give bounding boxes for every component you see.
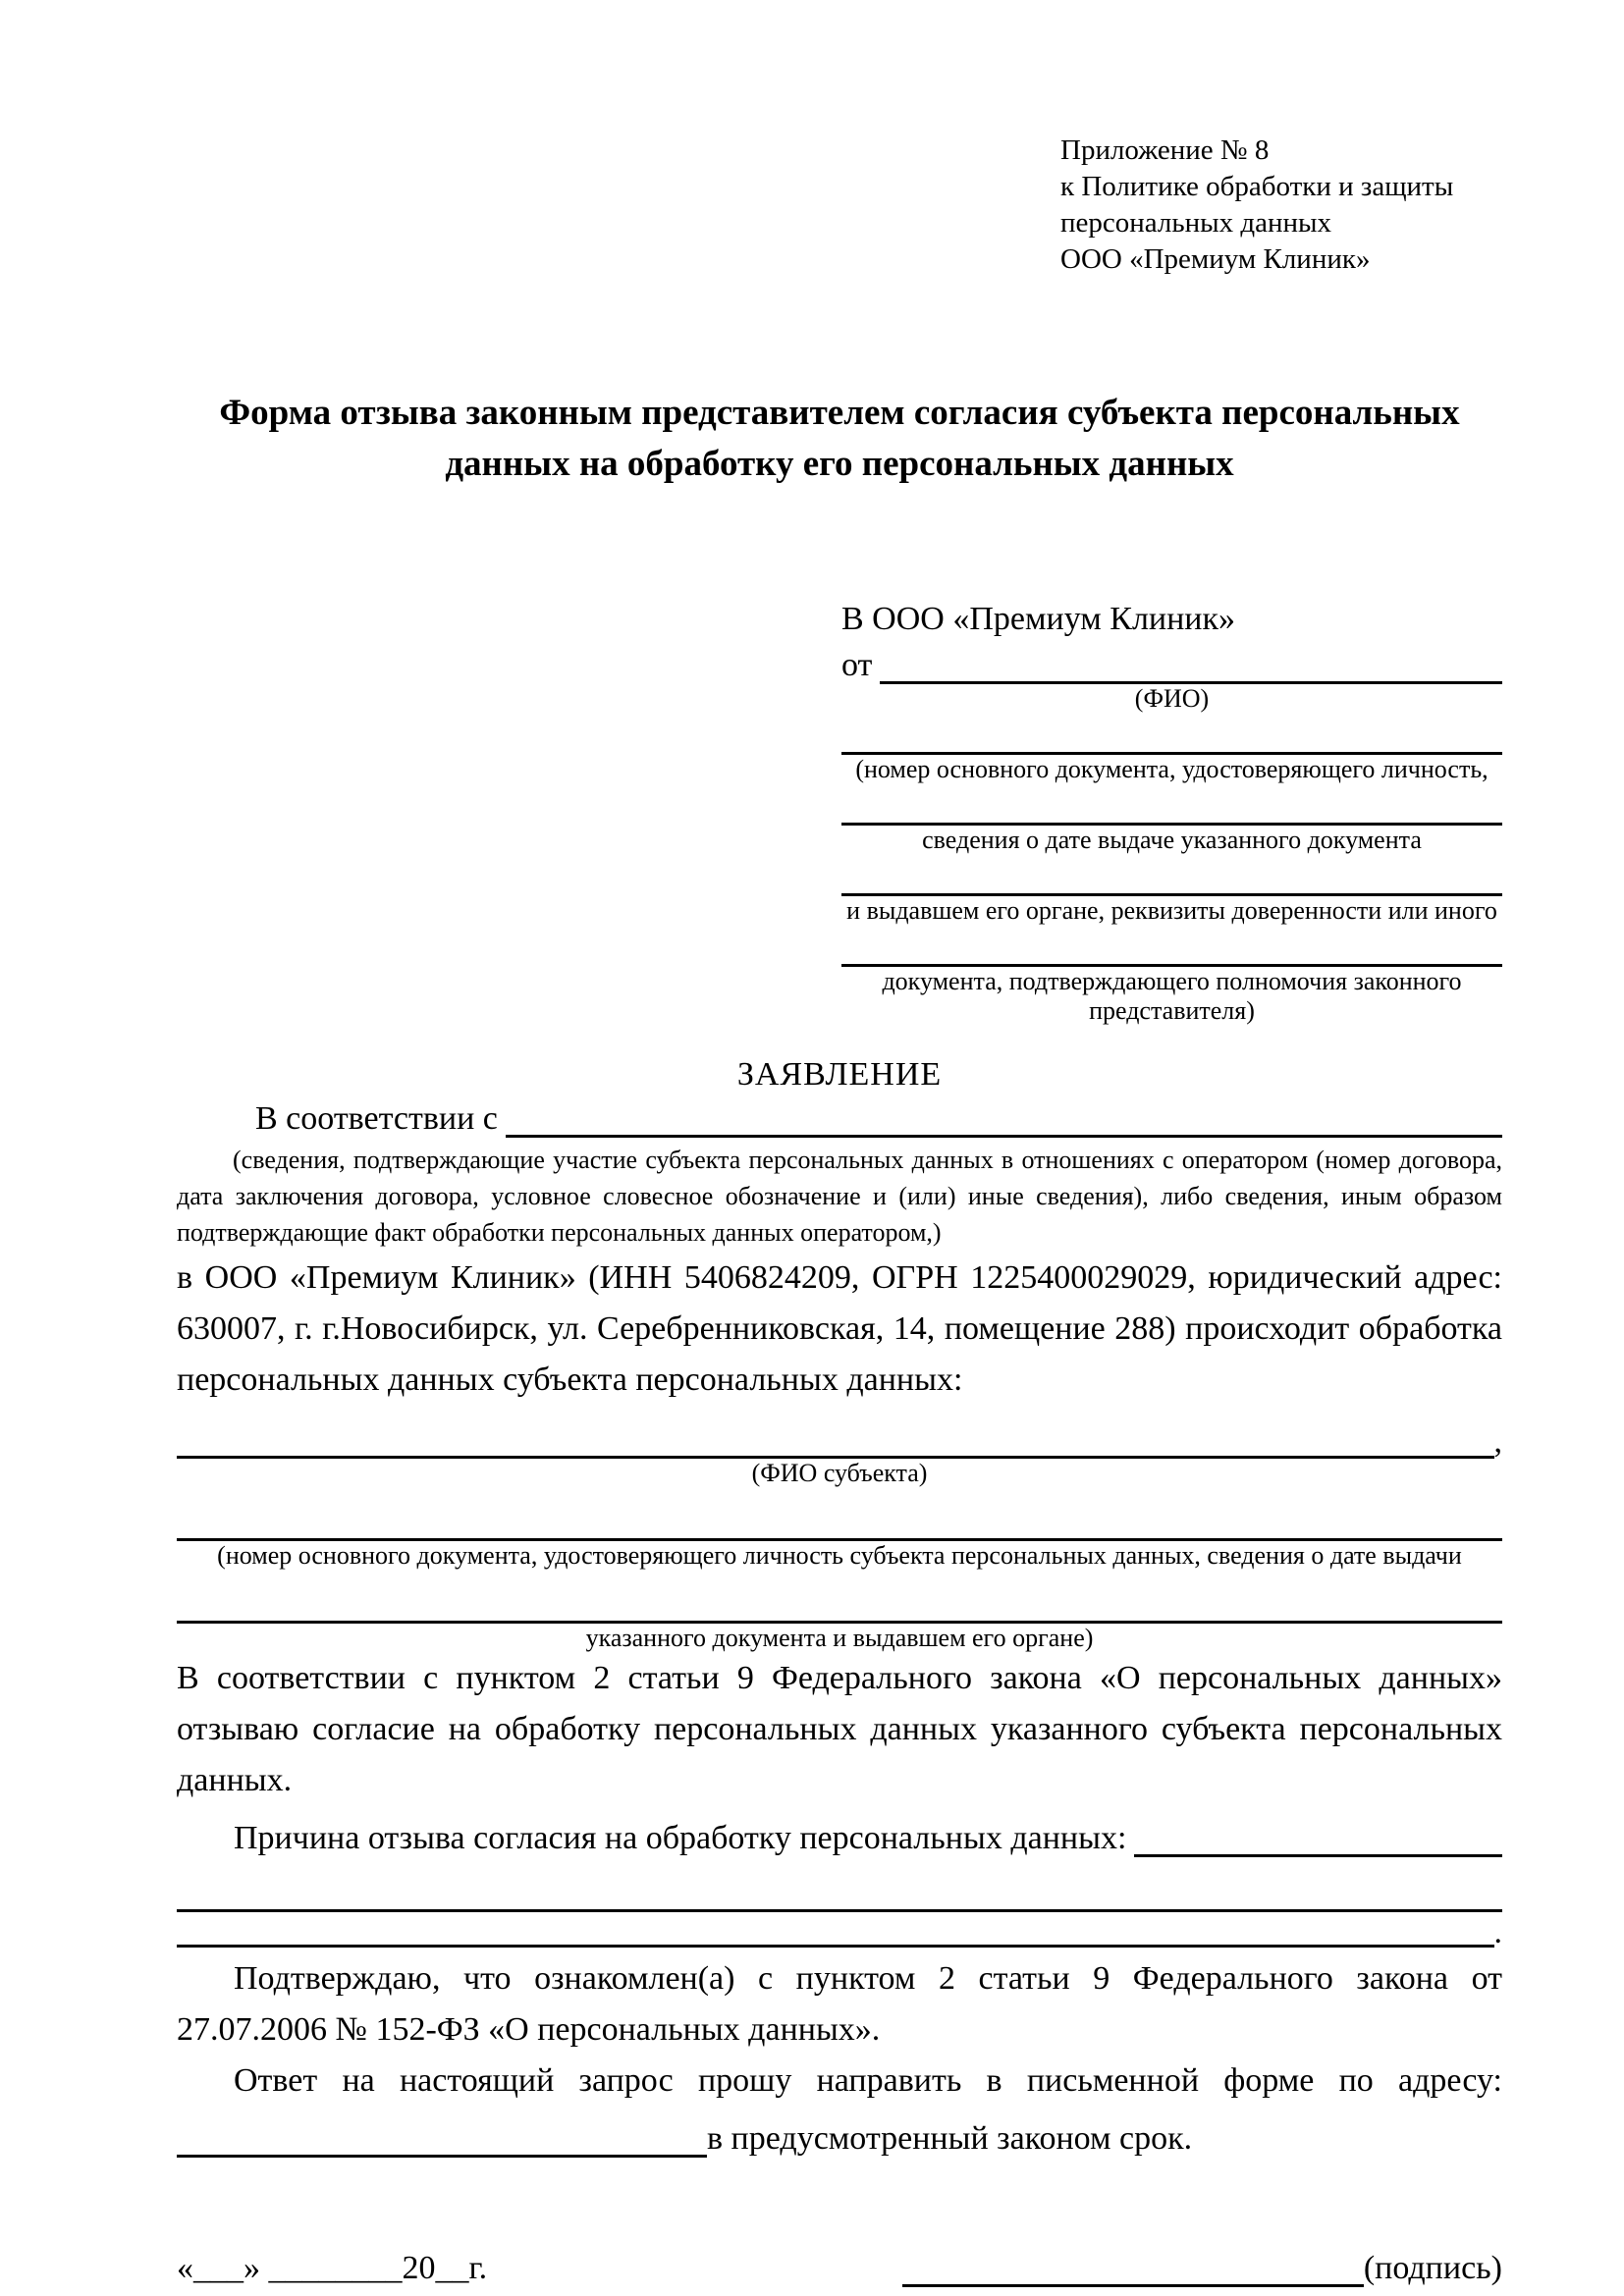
blank-line: [177, 1918, 1494, 1948]
subject-fio-row: [177, 1419, 1502, 1459]
signature-group: [902, 2248, 1502, 2287]
reason-blank-line: [1134, 1820, 1502, 1857]
subject-fio-blank-line: [177, 1419, 1494, 1459]
reason-label: Причина отзыва согласия на обработку персональных данных:: [234, 1820, 1127, 1856]
relation-details-blank-line: [506, 1100, 1502, 1138]
reply-tail-text: в предусмотренный законом срок.: [707, 2120, 1193, 2157]
issuing-authority-blank-line-2: [177, 1584, 1502, 1624]
document-number-blank-line: [841, 718, 1502, 755]
appendix-block: [1060, 133, 1502, 278]
representative-field-row: [841, 930, 1502, 1026]
field-caption: документа, подтверждающего полномочия законного представителя): [882, 967, 1462, 1025]
intro-label: В соответствии с: [255, 1100, 498, 1137]
statement-heading: ЗАЯВЛЕНИЕ: [736, 1056, 943, 1093]
from-row: [841, 641, 1502, 684]
representative-field-row: [841, 718, 1502, 784]
subject-fio-caption: (ФИО субъекта): [751, 1459, 928, 1487]
reply-request-paragraph: Ответ на настоящий запрос прошу направить в письменной форме по адресу:: [234, 2062, 1502, 2099]
representative-field-row: [841, 788, 1502, 855]
reply-address-blank-line: [177, 2118, 707, 2158]
subject-document-caption: (номер основного документа, удостоверяющего личность субъекта персональных данных, сведения о дате выдачи: [217, 1541, 1462, 1570]
document-title: Форма отзыва законным представителем согласия субъекта персональных данных на обработку его персональных данных: [219, 393, 1460, 484]
subject-document-row: [177, 1502, 1502, 1541]
appendix-line: Приложение № 8: [1060, 134, 1270, 166]
issuing-authority-blank-line: [841, 859, 1502, 896]
from-label: от: [841, 647, 873, 683]
statement-intro-row: [177, 1096, 1502, 1138]
subject-document-blank-line: [177, 1502, 1502, 1541]
representative-name-blank-line: [880, 647, 1502, 684]
reason-continuation-blank-line: [177, 1857, 1502, 1912]
authority-document-blank-line: [841, 930, 1502, 967]
signature-blank-line: [902, 2248, 1364, 2287]
subject-document-caption-2: указанного документа и выдавшем его органе): [585, 1624, 1094, 1652]
appendix-line: ООО «Премиум Клиник»: [1060, 243, 1371, 275]
recipient-organization: В ООО «Премиум Клиник»: [841, 601, 1236, 637]
recipient-block: [841, 598, 1502, 1026]
trailing-comma: ,: [1493, 1423, 1502, 1460]
representative-field-row: [841, 859, 1502, 926]
fio-caption: (ФИО): [1134, 684, 1210, 713]
date-blank-line: «___» ________20__г.: [177, 2250, 488, 2286]
operator-paragraph: в ООО «Премиум Клиник» (ИНН 5406824209, ОГРН 1225400029029, юридический адрес: 630007, г. г.Новосибирск, ул. Серебренниковская, 14, помещение 288) происходит обработка персональных данных субъекта персональных данных:: [177, 1259, 1502, 1398]
field-caption: и выдавшем его органе, реквизиты доверенности или иного: [846, 896, 1497, 925]
withdrawal-paragraph: В соответствии с пунктом 2 статьи 9 Федерального закона «О персональных данных» отзываю согласие на обработку персональных данных указанного субъекта персональных данных.: [177, 1660, 1502, 1798]
confirmation-paragraph: Подтверждаю, что ознакомлен(а) с пунктом 2 статьи 9 Федерального закона от 27.07.2006 № 152-ФЗ «О персональных данных».: [177, 1960, 1502, 2048]
signature-caption: (подпись): [1363, 2250, 1502, 2286]
field-caption: сведения о дате выдаче указанного документа: [922, 826, 1422, 854]
appendix-line: к Политике обработки и защиты: [1060, 171, 1454, 202]
reason-continuation-blank-line-2: [177, 1912, 1502, 1948]
issue-date-blank-line: [841, 788, 1502, 826]
reason-row: [177, 1808, 1502, 1857]
field-caption: (номер основного документа, удостоверяющего личность,: [855, 755, 1489, 783]
trailing-period: .: [1493, 1914, 1502, 1950]
subject-document-row-2: [177, 1584, 1502, 1624]
reply-address-row: [177, 2107, 1502, 2158]
appendix-line: персональных данных: [1060, 207, 1332, 239]
intro-fine-print: (сведения, подтверждающие участие субъекта персональных данных в отношениях с оператором (номер договора, дата заключения договора, условное словесное обозначение и (или) иные сведения), либо сведения, иным образом подтверждающие факт обработки персональных данных оператором,): [177, 1146, 1502, 1247]
footer-row: [177, 2248, 1502, 2287]
